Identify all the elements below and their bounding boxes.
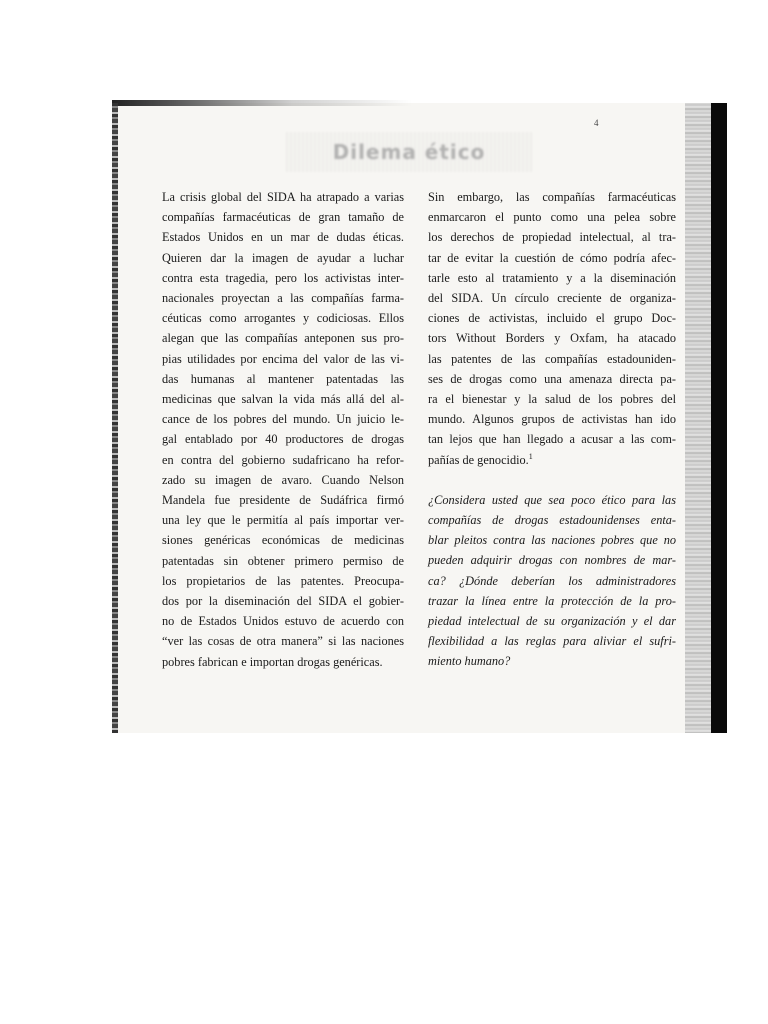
- question-line: blar pleitos contra las naciones pobres que no: [428, 533, 676, 548]
- text-line: La crisis global del SIDA ha atrapado a varias: [162, 190, 404, 204]
- paragraph-gap: [428, 470, 676, 490]
- text-line: Estados Unidos en un mar de dudas éticas.: [162, 230, 404, 245]
- text-line: en contra del gobierno sudafricano ha refor-: [162, 452, 404, 467]
- text-line: las patentes de las compañías estadouniden-: [428, 351, 676, 366]
- text-line: “ver las cosas de otra manera” si las naciones: [162, 634, 404, 649]
- text-line: compañías farmacéuticas de gran tamaño de: [162, 210, 404, 225]
- text-line: una ley que le permitía al país importar ver-: [162, 513, 404, 528]
- page-heading: Dilema ético: [286, 132, 532, 172]
- left-column: [162, 187, 404, 672]
- text-line: Sin embargo, las compañías farmacéuticas: [428, 190, 676, 204]
- text-line: nacionales proyectan a las compañías farma-: [162, 291, 404, 306]
- text-line: zado su imagen de avaro. Cuando Nelson: [162, 472, 404, 487]
- text-line: Mandela fue presidente de Sudáfrica firmó: [162, 493, 404, 508]
- page-number: 4: [594, 118, 599, 128]
- question-line: piedad intelectual de su organización y el dar: [428, 614, 676, 629]
- text-line: del SIDA. Un círculo creciente de organiza-: [428, 291, 676, 306]
- question-line: ca? ¿Dónde deberían los administradores: [428, 573, 676, 588]
- text-line: gal entablado por 40 productores de drogas: [162, 432, 404, 447]
- text-line: medicinas que salvan la vida más allá del al-: [162, 392, 404, 407]
- text-line: pobres fabrican e importan drogas genéricas.: [162, 654, 383, 669]
- text-line: das humanas al mantener patentadas las: [162, 371, 404, 386]
- question-line: trazar la línea entre la protección de la pro-: [428, 593, 676, 608]
- text-line: cance de los pobres del mundo. Un juicio le-: [162, 412, 404, 427]
- question-line: compañías de drogas estadounidenses enta-: [428, 513, 676, 528]
- question-line: ¿Considera usted que sea poco ético para las: [428, 492, 676, 507]
- text-line-with-footnote: [428, 450, 676, 470]
- text-line: dos por la diseminación del SIDA el gobier-: [162, 594, 404, 609]
- footnote-marker: 1: [528, 451, 533, 461]
- text-line: tan lejos que han llegado a acusar a las com-: [428, 432, 676, 447]
- text-line: ciones de activistas, incluido el grupo Doc-: [428, 311, 676, 326]
- question-line: miento humano?: [428, 654, 511, 669]
- question-line: pueden adquirir drogas con nombres de mar-: [428, 553, 676, 568]
- text-line: tar de evitar la cuestión de cómo podría afec-: [428, 250, 676, 265]
- text-line: alegan que las compañías anteponen sus pro-: [162, 331, 404, 346]
- text-line: céuticas como arrogantes y codiciosas. Ellos: [162, 311, 404, 326]
- text-line: siones genéricas económicas de medicinas: [162, 533, 404, 548]
- scan-noise-strip: [685, 103, 711, 733]
- text-line: contra esta tragedia, pero los activistas inter-: [162, 270, 404, 285]
- text-line: los derechos de propiedad intelectual, al tra-: [428, 230, 676, 245]
- page-binding-edge: [112, 103, 118, 733]
- text-line: Quieren dar la imagen de ayudar a luchar: [162, 250, 404, 265]
- text-line: no de Estados Unidos estuvo de acuerdo con: [162, 614, 404, 629]
- page-top-edge: [112, 100, 412, 106]
- text-line: enmarcaron el punto como una pelea sobre: [428, 210, 676, 225]
- discussion-question: [428, 490, 676, 672]
- scan-border-bar: [711, 103, 727, 733]
- text-line: tors Without Borders y Oxfam, ha atacado: [428, 331, 676, 346]
- text-line: tarle esto al tratamiento y a la diseminación: [428, 270, 676, 285]
- text-line: pañías de genocidio.: [428, 452, 529, 467]
- text-line: ra el bienestar y la salud de los pobres del: [428, 392, 676, 407]
- right-column: [428, 187, 676, 672]
- text-line: los propietarios de las patentes. Preocupa-: [162, 573, 404, 588]
- text-line: mundo. Algunos grupos de activistas han ido: [428, 412, 676, 427]
- text-line: ses de drogas como una amenaza directa pa-: [428, 371, 676, 386]
- question-line: flexibilidad a las reglas para aliviar el sufri-: [428, 634, 676, 649]
- text-line: patentadas sin obtener primero permiso de: [162, 553, 404, 568]
- text-line: pias utilidades por encima del valor de las vi-: [162, 351, 404, 366]
